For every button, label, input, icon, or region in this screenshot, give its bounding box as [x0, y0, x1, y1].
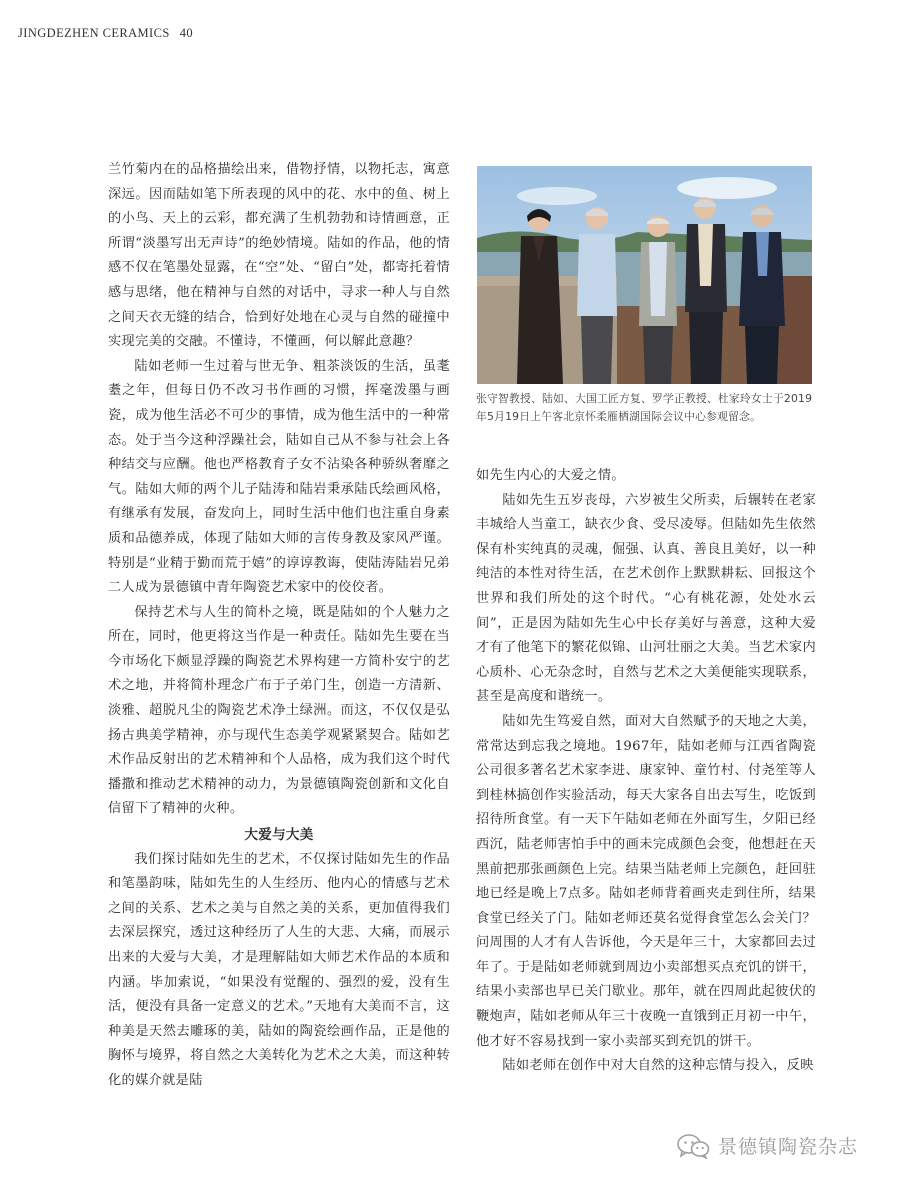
section-heading: 大爱与大美 — [244, 827, 314, 844]
right-column — [476, 464, 816, 1079]
watermark-text: 景德镇陶瓷杂志 — [718, 1136, 859, 1158]
paragraph: 陆如先生五岁丧母，六岁被生父所卖，后辗转在老家丰城给人当童工，缺衣少食、受尽凌辱。但陆如先生依然保有朴实纯真的灵魂，倔强、认真、善良且美好，以一种纯洁的本性对待生活，在艺术创作上默默耕耘、回报这个世界和我们所处的这个时代。“心有桃花源，处处水云间”，正是因为陆如先生心中长存美好与善意，这种大爱才有了他笔下的繁花似锦、山河壮丽之大美。当艺术家内心质朴、心无杂念时，自然与艺术之大美便能实现联系，甚至是高度和谐统一。 — [476, 492, 816, 705]
paragraph: 兰竹菊内在的品格描绘出来，借物抒情，以物托志，寓意深远。因而陆如笔下所表现的风中的花、水中的鱼、树上的小鸟、天上的云彩，都充满了生机勃勃和诗情画意，正所谓“淡墨写出无声诗”的绝妙情境。陆如的作品，他的情感不仅在笔墨处显露，在“空”处、“留白”处，都寄托着情感与思绪，他在精神与自然的对话中，寻求一种人与自然之间天衣无缝的结合，恰到好处地在心灵与自然的碰撞中实现完美的交融。不懂诗，不懂画，何以解此意趣？ — [108, 162, 450, 350]
paragraph: 陆如老师一生过着与世无争、粗茶淡饭的生活，虽耄耋之年，但每日仍不改习书作画的习惯，挥毫泼墨与画瓷，成为他生活必不可少的事情，成为他生活中的一种常态。处于当今这种浮躁社会，陆如自己从不参与社会上各种结交与应酬。他也严格教育子女不沾染各种骄纵奢靡之气。陆如大师的两个儿子陆涛和陆岩秉承陆氏绘画风格，有继承有发展，奋发向上，同时生活中他们也注重自身素质和品德养成，体现了陆如大师的言传身教及家风严谨。特别是“业精于勤而荒于嬉”的谆谆教诲，使陆涛陆岩兄弟二人成为景德镇中青年陶瓷艺术家中的佼佼者。 — [108, 358, 450, 596]
left-column — [108, 158, 450, 1094]
group-photo — [477, 166, 812, 384]
paragraph: 陆如老师在创作中对大自然的这种忘情与投入，反映 — [502, 1058, 814, 1074]
watermark — [676, 1132, 858, 1159]
paragraph: 保持艺术与人生的简朴之境，既是陆如的个人魅力之所在，同时，他更将这当作是一种责任。陆如先生要在当今市场化下颇显浮躁的陶瓷艺术界构建一方简朴安宁的艺术之地，并将简朴理念广布于子弟门生，创造一方清新、淡雅、超脱凡尘的陶瓷艺术净土绿洲。而这，不仅仅是弘扬古典美学精神，亦与现代生态美学观紧紧契合。陆如艺术作品反射出的艺术精神和个人品格，成为我们这个时代播撒和推动艺术精神的动力，为景德镇陶瓷创新和文化自信留下了精神的火种。 — [108, 604, 450, 817]
running-header — [18, 26, 193, 41]
paragraph: 如先生内心的大爱之情。 — [476, 468, 625, 483]
paragraph: 我们探讨陆如先生的艺术，不仅探讨陆如先生的作品和笔墨韵味，陆如先生的人生经历、他内心的情感与艺术之间的关系、艺术之美与自然之美的关系，更加值得我们去深层探究，透过这种经历了人生的大悲、大痛，而展示出来的大爱与大美，才是理解陆如大师艺术作品的本质和内涵。毕加索说，“如果没有觉醒的、强烈的爱，没有生活，便没有具备一定意义的艺术。”天地有大美而不言，这种美是天然去雕琢的美，陆如的陶瓷绘画作品，正是他的胸怀与境界，将自然之大美转化为艺术之大美，而这种转化的媒介就是陆 — [108, 851, 450, 1088]
photo-caption: 张守智教授、陆如、大国工匠方复、罗学正教授、杜家玲女士于2019年5月19日上午客北京怀柔雁栖湖国际会议中心参观留念。 — [476, 392, 813, 423]
page-number: 40 — [179, 26, 194, 40]
wechat-icon — [676, 1133, 710, 1159]
journal-title: JINGDEZHEN CERAMICS — [18, 26, 170, 40]
paragraph: 陆如先生笃爱自然，面对大自然赋予的天地之大美，常常达到忘我之境地。1967年，陆如老师与江西省陶瓷公司很多著名艺术家李进、康家钟、童竹村、付尧笙等人到桂林搞创作实验活动，每天大家各自出去写生，吃饭到招待所食堂。有一天下午陆如老师在外面写生，夕阳已经西沉，陆老师害怕手中的画未完成颜色会变，他想赶在天黑前把那张画颜色上完。结果当陆老师上完颜色，赶回驻地已经是晚上7点多。陆如老师背着画夹走到住所，结果食堂已经关了门。陆如老师还莫名觉得食堂怎么会关门？问周围的人才有人告诉他，今天是年三十，大家都回去过年了。于是陆如老师就到周边小卖部想买点充饥的饼干，结果小卖部也早已关门歇业。那年，就在四周此起彼伏的鞭炮声，陆如老师从年三十夜晚一直饿到正月初一中午，他才好不容易找到一家小卖部买到充饥的饼干。 — [476, 713, 816, 1049]
